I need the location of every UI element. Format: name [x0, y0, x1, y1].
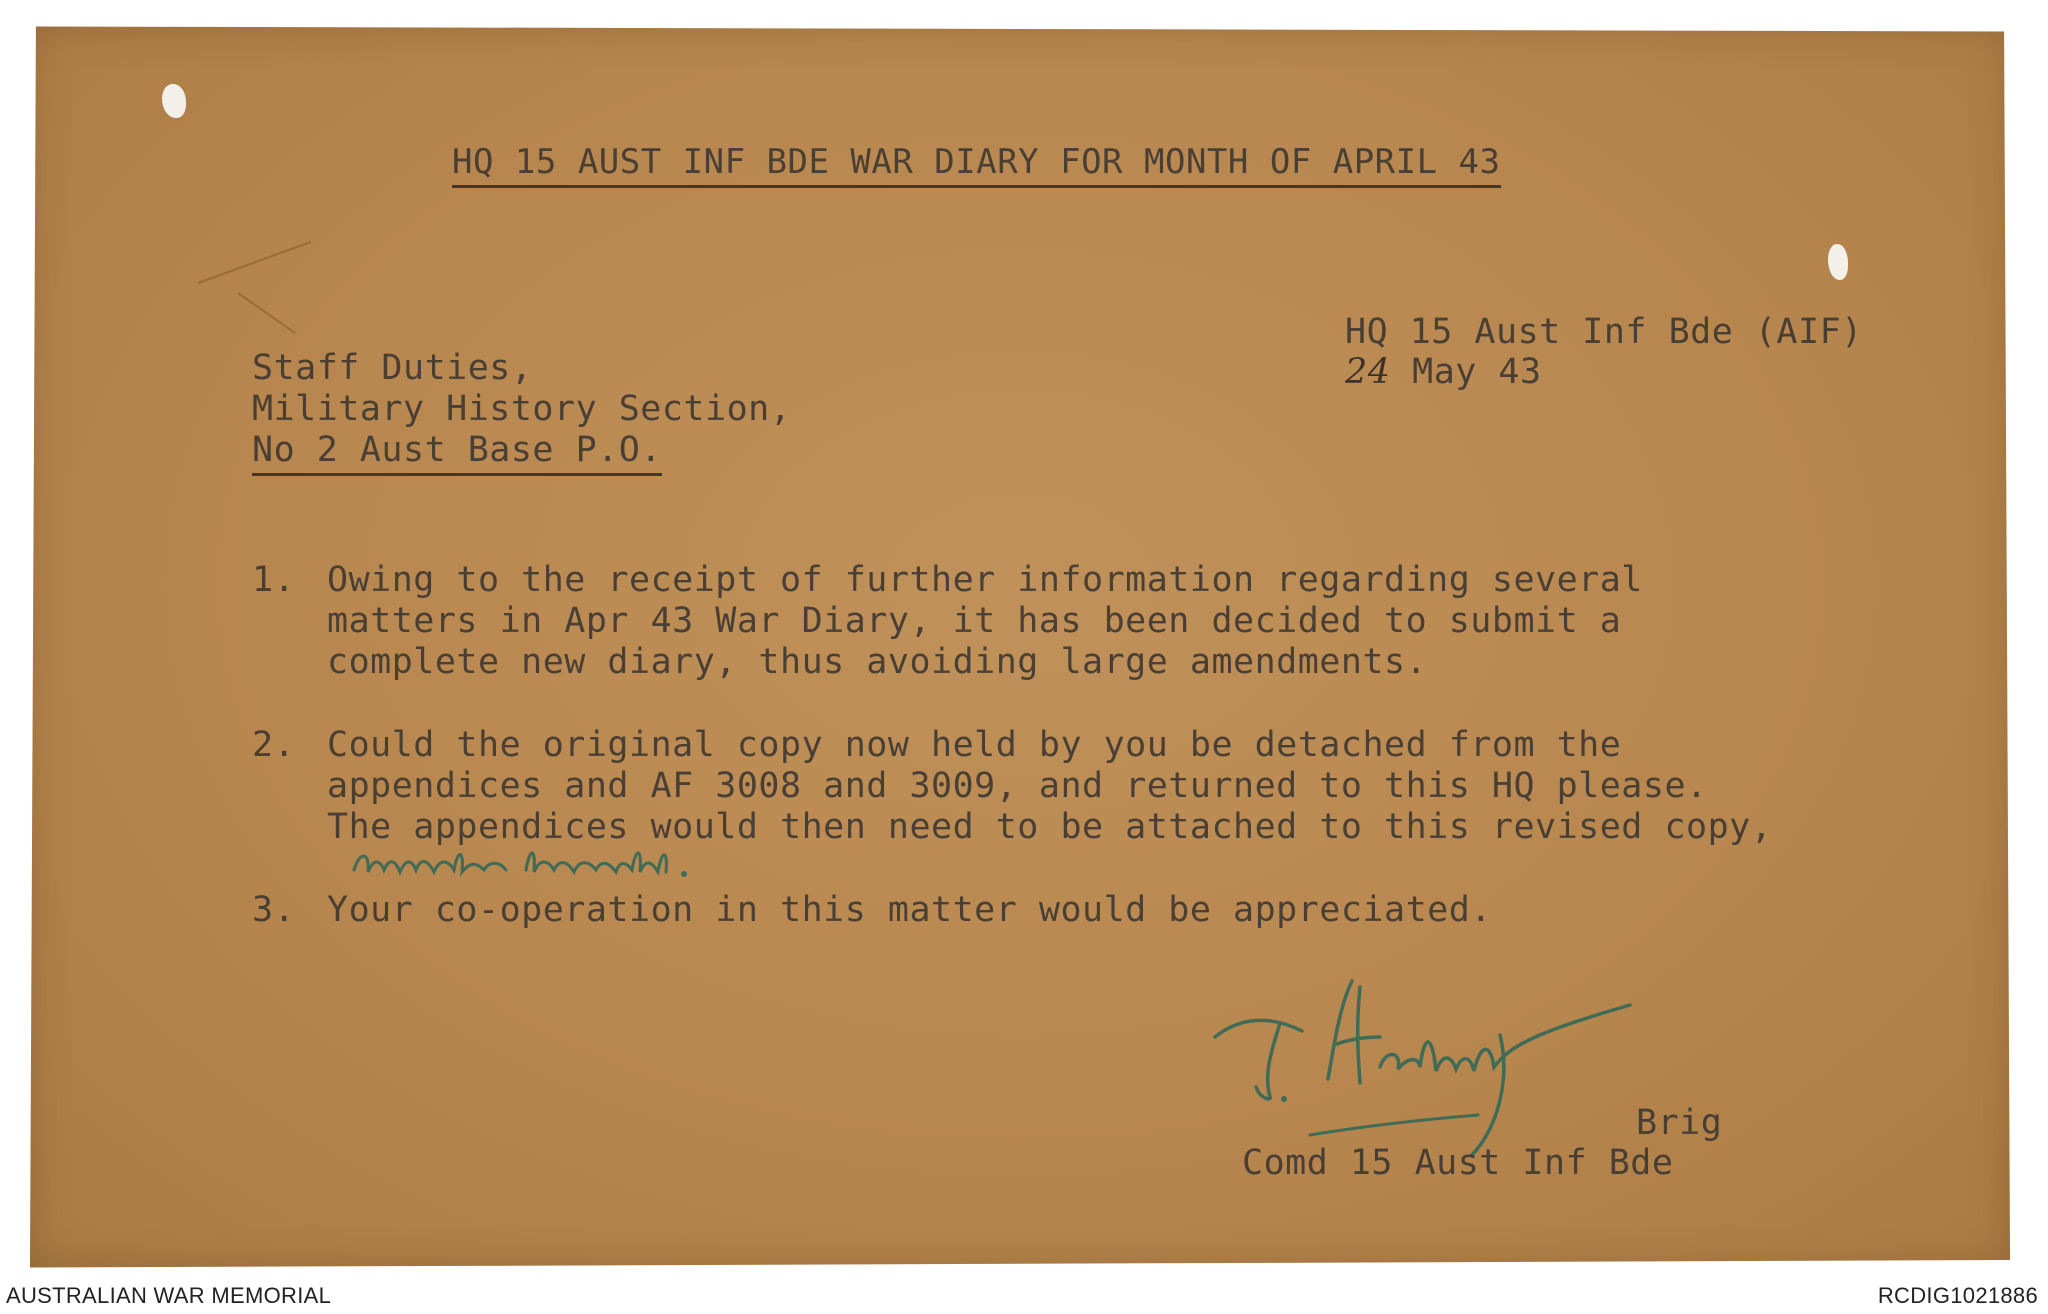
handwritten-addition [350, 840, 730, 888]
signatory-appointment: Comd 15 Aust Inf Bde [1242, 1143, 1674, 1183]
paragraph-2-number: 2. [252, 725, 296, 765]
paragraph-1-line-2: matters in Apr 43 War Diary, it has been decided to submit a [327, 601, 1622, 641]
paragraph-3-line-1: Your co-operation in this matter would be appreciated. [327, 890, 1492, 930]
document-title: HQ 15 AUST INF BDE WAR DIARY FOR MONTH OF APRIL 43 [452, 142, 1501, 188]
paragraph-1-line-3: complete new diary, thus avoiding large amendments. [327, 642, 1428, 682]
paper-crease [198, 241, 311, 284]
paragraph-2-line-3: The appendices would then need to be attached to this revised copy, [327, 807, 1773, 847]
recipient-line-2: Military History Section, [252, 389, 792, 429]
paragraph-1-number: 1. [252, 560, 296, 600]
signatory-rank: Brig [1636, 1103, 1723, 1143]
handwritten-signature [1210, 975, 1640, 1160]
footer-catalogue-id: RCDIG1021886 [1877, 1283, 2038, 1308]
date-month-year: May 43 [1390, 352, 1542, 392]
paragraph-3-number: 3. [252, 890, 296, 930]
punch-hole-left [162, 84, 186, 118]
sender-address: HQ 15 Aust Inf Bde (AIF) [1345, 312, 1863, 352]
sender-date [1345, 352, 1542, 393]
paragraph-2-line-2: appendices and AF 3008 and 3009, and returned to this HQ please. [327, 766, 1708, 806]
recipient-line-1: Staff Duties, [252, 348, 533, 388]
paper-crease [237, 292, 295, 334]
paragraph-1-line-1: Owing to the receipt of further information regarding several [327, 560, 1643, 600]
recipient-line-3: No 2 Aust Base P.O. [252, 430, 662, 476]
paragraph-2-line-1: Could the original copy now held by you be detached from the [327, 725, 1622, 765]
date-day-handwritten: 24 [1345, 352, 1391, 392]
punch-hole-right [1828, 244, 1848, 280]
footer-institution: AUSTRALIAN WAR MEMORIAL [6, 1283, 332, 1308]
